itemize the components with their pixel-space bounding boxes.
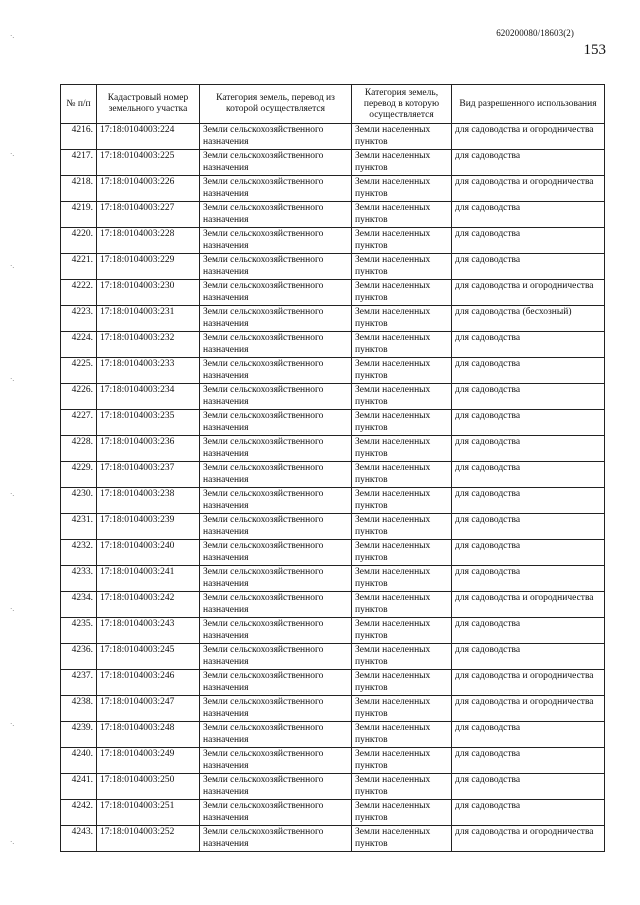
cadastral-number: 17:18:0104003:229 (97, 254, 200, 280)
category-to: Земли населенных пунктов (352, 592, 452, 618)
category-from: Земли сельскохозяйственного назначения (200, 696, 352, 722)
column-header-number: № п/п (61, 85, 97, 124)
column-header-permitted-use: Вид разрешенного использования (452, 85, 605, 124)
row-number: 4228. (61, 436, 97, 462)
category-from: Земли сельскохозяйственного назначения (200, 280, 352, 306)
table-row (61, 644, 605, 670)
scan-edge-mark: ·. (10, 720, 15, 728)
category-to: Земли населенных пунктов (352, 150, 452, 176)
row-number: 4237. (61, 670, 97, 696)
table-row (61, 332, 605, 358)
permitted-use: для садоводства (452, 150, 605, 176)
cadastral-number: 17:18:0104003:249 (97, 748, 200, 774)
row-number: 4227. (61, 410, 97, 436)
category-from: Земли сельскохозяйственного назначения (200, 150, 352, 176)
category-from: Земли сельскохозяйственного назначения (200, 748, 352, 774)
category-to: Земли населенных пунктов (352, 748, 452, 774)
permitted-use: для садоводства (452, 748, 605, 774)
category-from: Земли сельскохозяйственного назначения (200, 826, 352, 852)
table-row (61, 800, 605, 826)
table-row (61, 774, 605, 800)
category-to: Земли населенных пунктов (352, 332, 452, 358)
table-row (61, 514, 605, 540)
category-from: Земли сельскохозяйственного назначения (200, 228, 352, 254)
scan-edge-mark: ·. (10, 490, 15, 498)
permitted-use: для садоводства (452, 436, 605, 462)
cadastral-number: 17:18:0104003:234 (97, 384, 200, 410)
category-to: Земли населенных пунктов (352, 826, 452, 852)
table-body (61, 124, 605, 852)
permitted-use: для садоводства и огородничества (452, 592, 605, 618)
cadastral-number: 17:18:0104003:237 (97, 462, 200, 488)
land-plot-table (60, 84, 605, 852)
row-number: 4220. (61, 228, 97, 254)
cadastral-number: 17:18:0104003:242 (97, 592, 200, 618)
permitted-use: для садоводства (452, 540, 605, 566)
category-from: Земли сельскохозяйственного назначения (200, 306, 352, 332)
permitted-use: для садоводства (452, 358, 605, 384)
table-row (61, 280, 605, 306)
permitted-use: для садоводства (452, 228, 605, 254)
cadastral-number: 17:18:0104003:226 (97, 176, 200, 202)
row-number: 4232. (61, 540, 97, 566)
category-from: Земли сельскохозяйственного назначения (200, 488, 352, 514)
cadastral-number: 17:18:0104003:225 (97, 150, 200, 176)
cadastral-number: 17:18:0104003:232 (97, 332, 200, 358)
scan-edge-mark: ·. (10, 375, 15, 383)
table-row (61, 696, 605, 722)
row-number: 4239. (61, 722, 97, 748)
row-number: 4230. (61, 488, 97, 514)
category-to: Земли населенных пунктов (352, 800, 452, 826)
table-header-row (61, 85, 605, 124)
row-number: 4233. (61, 566, 97, 592)
row-number: 4240. (61, 748, 97, 774)
category-to: Земли населенных пунктов (352, 540, 452, 566)
permitted-use: для садоводства (452, 384, 605, 410)
category-to: Земли населенных пунктов (352, 696, 452, 722)
category-from: Земли сельскохозяйственного назначения (200, 410, 352, 436)
category-to: Земли населенных пунктов (352, 644, 452, 670)
row-number: 4225. (61, 358, 97, 384)
cadastral-number: 17:18:0104003:236 (97, 436, 200, 462)
scan-edge-mark: ·. (10, 262, 15, 270)
cadastral-number: 17:18:0104003:231 (97, 306, 200, 332)
category-from: Земли сельскохозяйственного назначения (200, 722, 352, 748)
cadastral-number: 17:18:0104003:247 (97, 696, 200, 722)
category-to: Земли населенных пунктов (352, 280, 452, 306)
scan-edge-mark: ·. (10, 150, 15, 158)
cadastral-number: 17:18:0104003:243 (97, 618, 200, 644)
cadastral-number: 17:18:0104003:246 (97, 670, 200, 696)
scan-edge-mark: ·. (10, 605, 15, 613)
table-row (61, 618, 605, 644)
row-number: 4226. (61, 384, 97, 410)
scan-edge-mark: ·. (10, 32, 15, 40)
permitted-use: для садоводства (бесхозный) (452, 306, 605, 332)
table-row (61, 410, 605, 436)
category-to: Земли населенных пунктов (352, 176, 452, 202)
row-number: 4235. (61, 618, 97, 644)
category-to: Земли населенных пунктов (352, 514, 452, 540)
table-row (61, 540, 605, 566)
table-row (61, 150, 605, 176)
cadastral-number: 17:18:0104003:248 (97, 722, 200, 748)
table-row (61, 748, 605, 774)
category-from: Земли сельскохозяйственного назначения (200, 774, 352, 800)
table-row (61, 826, 605, 852)
table-row (61, 592, 605, 618)
category-from: Земли сельскохозяйственного назначения (200, 124, 352, 150)
category-to: Земли населенных пунктов (352, 436, 452, 462)
row-number: 4229. (61, 462, 97, 488)
table-row (61, 254, 605, 280)
row-number: 4217. (61, 150, 97, 176)
category-to: Земли населенных пунктов (352, 722, 452, 748)
table-row (61, 384, 605, 410)
row-number: 4238. (61, 696, 97, 722)
permitted-use: для садоводства (452, 722, 605, 748)
category-from: Земли сельскохозяйственного назначения (200, 644, 352, 670)
row-number: 4223. (61, 306, 97, 332)
permitted-use: для садоводства (452, 410, 605, 436)
permitted-use: для садоводства (452, 618, 605, 644)
row-number: 4231. (61, 514, 97, 540)
permitted-use: для садоводства (452, 462, 605, 488)
column-header-category-from: Категория земель, перевод из которой осуществляется (200, 85, 352, 124)
cadastral-number: 17:18:0104003:240 (97, 540, 200, 566)
column-header-category-to: Категория земель, перевод в которую осуществляется (352, 85, 452, 124)
category-from: Земли сельскохозяйственного назначения (200, 566, 352, 592)
table-row (61, 202, 605, 228)
row-number: 4216. (61, 124, 97, 150)
category-to: Земли населенных пунктов (352, 462, 452, 488)
permitted-use: для садоводства (452, 566, 605, 592)
category-to: Земли населенных пунктов (352, 228, 452, 254)
category-to: Земли населенных пунктов (352, 202, 452, 228)
category-to: Земли населенных пунктов (352, 254, 452, 280)
table-row (61, 462, 605, 488)
cadastral-number: 17:18:0104003:250 (97, 774, 200, 800)
table-row (61, 670, 605, 696)
category-from: Земли сельскохозяйственного назначения (200, 202, 352, 228)
permitted-use: для садоводства (452, 488, 605, 514)
category-to: Земли населенных пунктов (352, 566, 452, 592)
category-from: Земли сельскохозяйственного назначения (200, 514, 352, 540)
category-to: Земли населенных пунктов (352, 124, 452, 150)
column-header-cadastral-number: Кадастровый номер земельного участка (97, 85, 200, 124)
category-to: Земли населенных пунктов (352, 774, 452, 800)
cadastral-number: 17:18:0104003:233 (97, 358, 200, 384)
category-from: Земли сельскохозяйственного назначения (200, 540, 352, 566)
category-from: Земли сельскохозяйственного назначения (200, 436, 352, 462)
permitted-use: для садоводства (452, 800, 605, 826)
category-from: Земли сельскохозяйственного назначения (200, 358, 352, 384)
document-number: 620200080/18603(2) (496, 28, 574, 38)
cadastral-number: 17:18:0104003:251 (97, 800, 200, 826)
category-to: Земли населенных пунктов (352, 358, 452, 384)
category-from: Земли сельскохозяйственного назначения (200, 800, 352, 826)
category-from: Земли сельскохозяйственного назначения (200, 592, 352, 618)
row-number: 4218. (61, 176, 97, 202)
table-row (61, 566, 605, 592)
category-to: Земли населенных пунктов (352, 488, 452, 514)
category-to: Земли населенных пунктов (352, 670, 452, 696)
table-row (61, 488, 605, 514)
cadastral-number: 17:18:0104003:241 (97, 566, 200, 592)
permitted-use: для садоводства и огородничества (452, 696, 605, 722)
cadastral-number: 17:18:0104003:235 (97, 410, 200, 436)
permitted-use: для садоводства (452, 202, 605, 228)
table-row (61, 436, 605, 462)
cadastral-number: 17:18:0104003:238 (97, 488, 200, 514)
category-from: Земли сельскохозяйственного назначения (200, 618, 352, 644)
cadastral-number: 17:18:0104003:228 (97, 228, 200, 254)
permitted-use: для садоводства и огородничества (452, 670, 605, 696)
permitted-use: для садоводства (452, 644, 605, 670)
category-to: Земли населенных пунктов (352, 384, 452, 410)
category-from: Земли сельскохозяйственного назначения (200, 176, 352, 202)
table-row (61, 176, 605, 202)
permitted-use: для садоводства (452, 254, 605, 280)
row-number: 4219. (61, 202, 97, 228)
row-number: 4222. (61, 280, 97, 306)
scan-edge-mark: ·. (10, 838, 15, 846)
cadastral-number: 17:18:0104003:224 (97, 124, 200, 150)
cadastral-number: 17:18:0104003:227 (97, 202, 200, 228)
permitted-use: для садоводства (452, 332, 605, 358)
cadastral-number: 17:18:0104003:230 (97, 280, 200, 306)
table-row (61, 228, 605, 254)
category-to: Земли населенных пунктов (352, 618, 452, 644)
row-number: 4221. (61, 254, 97, 280)
permitted-use: для садоводства (452, 774, 605, 800)
category-from: Земли сельскохозяйственного назначения (200, 384, 352, 410)
cadastral-number: 17:18:0104003:245 (97, 644, 200, 670)
category-from: Земли сельскохозяйственного назначения (200, 332, 352, 358)
cadastral-number: 17:18:0104003:252 (97, 826, 200, 852)
category-from: Земли сельскохозяйственного назначения (200, 670, 352, 696)
table-row (61, 358, 605, 384)
row-number: 4236. (61, 644, 97, 670)
cadastral-number: 17:18:0104003:239 (97, 514, 200, 540)
page-number: 153 (583, 42, 606, 58)
category-from: Земли сельскохозяйственного назначения (200, 254, 352, 280)
table-row (61, 722, 605, 748)
permitted-use: для садоводства и огородничества (452, 124, 605, 150)
table-row (61, 306, 605, 332)
table-row (61, 124, 605, 150)
category-from: Земли сельскохозяйственного назначения (200, 462, 352, 488)
category-to: Земли населенных пунктов (352, 306, 452, 332)
row-number: 4243. (61, 826, 97, 852)
row-number: 4241. (61, 774, 97, 800)
row-number: 4224. (61, 332, 97, 358)
row-number: 4234. (61, 592, 97, 618)
permitted-use: для садоводства и огородничества (452, 176, 605, 202)
permitted-use: для садоводства и огородничества (452, 826, 605, 852)
permitted-use: для садоводства (452, 514, 605, 540)
permitted-use: для садоводства и огородничества (452, 280, 605, 306)
row-number: 4242. (61, 800, 97, 826)
category-to: Земли населенных пунктов (352, 410, 452, 436)
